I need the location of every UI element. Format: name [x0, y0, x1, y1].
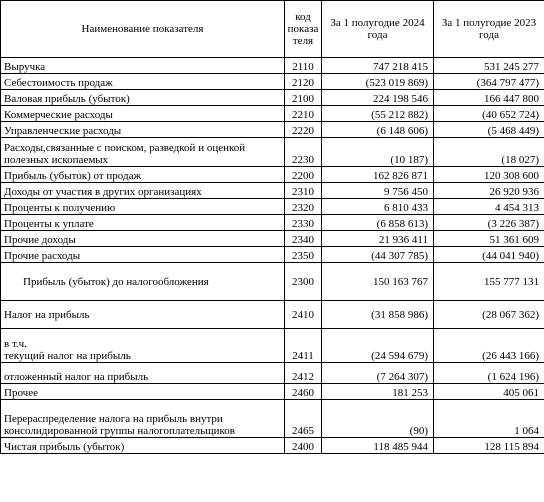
row-value-current: (6 148 606)	[322, 122, 434, 138]
row-value-prev: 166 447 800	[434, 90, 544, 106]
row-value-current: 747 218 415	[322, 58, 434, 74]
row-code: 2340	[285, 231, 322, 247]
row-code: 2465	[285, 400, 322, 438]
table-row	[1, 215, 544, 231]
row-name: Выручка	[1, 58, 285, 74]
row-value-prev: 405 061	[434, 384, 544, 400]
table-row	[1, 384, 544, 400]
row-name: Прочее	[1, 384, 285, 400]
row-value-prev: 155 777 131	[434, 263, 544, 301]
row-value-prev: 120 308 600	[434, 167, 544, 183]
row-value-current: (7 264 307)	[322, 363, 434, 384]
row-value-prev: (364 797 477)	[434, 74, 544, 90]
header-period-current: За 1 полугодие 2024 года	[322, 1, 434, 58]
row-code: 2350	[285, 247, 322, 263]
row-value-prev: (40 652 724)	[434, 106, 544, 122]
row-value-current: (90)	[322, 400, 434, 438]
row-value-prev: 26 920 936	[434, 183, 544, 199]
row-value-current: 9 756 450	[322, 183, 434, 199]
table-row	[1, 363, 544, 384]
row-name: Себестоимость продаж	[1, 74, 285, 90]
table-row	[1, 74, 544, 90]
row-value-current: 224 198 546	[322, 90, 434, 106]
row-value-current: 181 253	[322, 384, 434, 400]
row-name: Доходы от участия в других организациях	[1, 183, 285, 199]
row-name: Прибыль (убыток) до налогообложения	[1, 263, 285, 301]
row-code: 2210	[285, 106, 322, 122]
row-name: Чистая прибыль (убыток)	[1, 438, 285, 454]
row-value-current: 21 936 411	[322, 231, 434, 247]
row-name: отложенный налог на прибыль	[1, 363, 285, 384]
row-name: Проценты к получению	[1, 199, 285, 215]
row-name: Прочие расходы	[1, 247, 285, 263]
row-code: 2200	[285, 167, 322, 183]
row-value-current: 150 163 767	[322, 263, 434, 301]
row-code: 2220	[285, 122, 322, 138]
row-code: 2310	[285, 183, 322, 199]
row-code: 2330	[285, 215, 322, 231]
row-code: 2230	[285, 138, 322, 167]
row-name: Прочие доходы	[1, 231, 285, 247]
row-code: 2412	[285, 363, 322, 384]
header-name: Наименование показателя	[1, 1, 285, 58]
row-code: 2120	[285, 74, 322, 90]
row-value-prev: (5 468 449)	[434, 122, 544, 138]
row-name: Управленческие расходы	[1, 122, 285, 138]
row-code: 2400	[285, 438, 322, 454]
row-value-prev: 1 064	[434, 400, 544, 438]
header-code: код показа теля	[285, 1, 322, 58]
row-value-current: (55 212 882)	[322, 106, 434, 122]
row-value-current: (6 858 613)	[322, 215, 434, 231]
header-period-prev: За 1 полугодие 2023 года	[434, 1, 544, 58]
table-row	[1, 183, 544, 199]
row-value-prev: 128 115 894	[434, 438, 544, 454]
row-name: Проценты к уплате	[1, 215, 285, 231]
header-row	[1, 1, 544, 58]
row-code: 2410	[285, 301, 322, 329]
row-value-current: (44 307 785)	[322, 247, 434, 263]
row-name: Расходы,связанные с поиском, разведкой и оценкой полезных ископаемых	[1, 138, 285, 167]
row-value-current: (523 019 869)	[322, 74, 434, 90]
row-value-prev: (18 027)	[434, 138, 544, 167]
table-row	[1, 263, 544, 301]
row-value-current: 118 485 944	[322, 438, 434, 454]
row-value-prev: (44 041 940)	[434, 247, 544, 263]
row-name: Перераспределение налога на прибыль внутри консолидированной группы налогоплательщиков	[1, 400, 285, 438]
row-value-current: 162 826 871	[322, 167, 434, 183]
table-row	[1, 90, 544, 106]
table-row	[1, 167, 544, 183]
row-name: в т.ч. текущий налог на прибыль	[1, 329, 285, 363]
row-value-current: 6 810 433	[322, 199, 434, 215]
table-row	[1, 400, 544, 438]
row-code: 2110	[285, 58, 322, 74]
table-row	[1, 138, 544, 167]
table-row	[1, 247, 544, 263]
row-value-prev: 4 454 313	[434, 199, 544, 215]
table-row	[1, 231, 544, 247]
table-row	[1, 199, 544, 215]
table-row	[1, 301, 544, 329]
table-row	[1, 438, 544, 454]
row-code: 2300	[285, 263, 322, 301]
row-value-current: (10 187)	[322, 138, 434, 167]
row-value-prev: (26 443 166)	[434, 329, 544, 363]
row-value-prev: 531 245 277	[434, 58, 544, 74]
row-value-prev: (1 624 196)	[434, 363, 544, 384]
table-row	[1, 329, 544, 363]
table-row	[1, 106, 544, 122]
row-name: Валовая прибыль (убыток)	[1, 90, 285, 106]
row-value-prev: (28 067 362)	[434, 301, 544, 329]
row-code: 2460	[285, 384, 322, 400]
table-row	[1, 122, 544, 138]
row-code: 2100	[285, 90, 322, 106]
table-row	[1, 58, 544, 74]
row-name: Коммерческие расходы	[1, 106, 285, 122]
row-name: Прибыль (убыток) от продаж	[1, 167, 285, 183]
row-name: Налог на прибыль	[1, 301, 285, 329]
row-code: 2320	[285, 199, 322, 215]
row-value-prev: 51 361 609	[434, 231, 544, 247]
row-value-current: (31 858 986)	[322, 301, 434, 329]
row-value-prev: (3 226 387)	[434, 215, 544, 231]
row-code: 2411	[285, 329, 322, 363]
row-value-current: (24 594 679)	[322, 329, 434, 363]
